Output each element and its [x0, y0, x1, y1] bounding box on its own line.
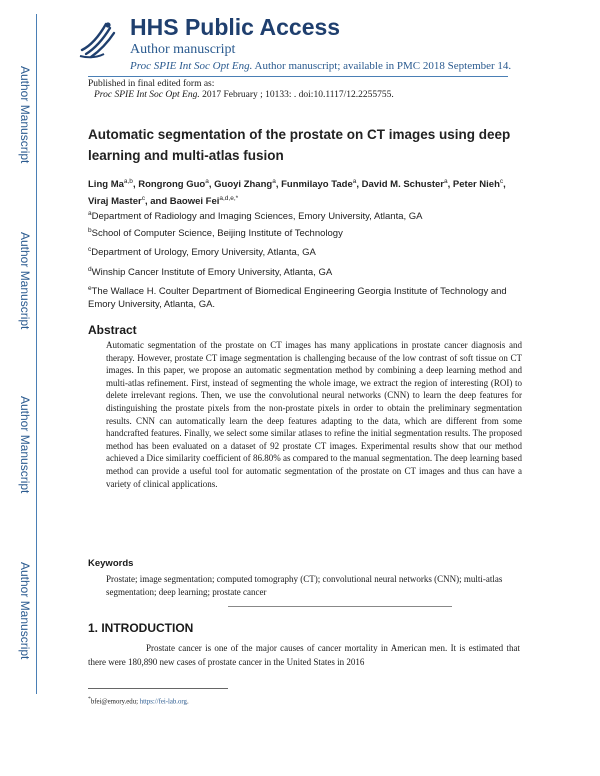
side-label-author-manuscript: Author Manuscript	[18, 66, 32, 164]
citation-line	[94, 90, 394, 100]
footnote	[88, 696, 189, 705]
affiliation-text: Winship Cancer Institute of Emory University, Atlanta, GA	[91, 267, 333, 279]
author-affiliation-sup: a	[205, 178, 209, 185]
section-divider	[228, 606, 452, 607]
affiliation-text: Department of Radiology and Imaging Sciences, Emory University, Atlanta, GA	[91, 211, 423, 223]
side-label-author-manuscript: Author Manuscript	[18, 232, 32, 330]
author-list	[88, 175, 528, 209]
affiliation-text: Department of Urology, Emory University, Atlanta, GA	[91, 247, 316, 259]
affiliation-item	[88, 224, 528, 240]
affiliation-text: The Wallace H. Coulter Department of Biomedical Engineering Georgia Institute of Technology and Emory University, Atlanta, GA.	[88, 286, 507, 311]
footnote-marker: *	[88, 696, 91, 702]
availability-text: Author manuscript; available in PMC 2018 September 14.	[252, 60, 512, 72]
author-manuscript-label: Author manuscript	[130, 42, 236, 57]
author-name: Rongrong Guo	[138, 179, 206, 191]
affiliation-sup: a	[88, 210, 92, 217]
affiliation-item	[88, 243, 528, 259]
keywords-text: Prostate; image segmentation; computed tomography (CT); convolutional neural networks (CNN); multi-atlas segmentation; deep learning; prostate cancer	[106, 574, 503, 597]
side-label-author-manuscript: Author Manuscript	[18, 562, 32, 660]
citation-details: 2017 February ; 10133: . doi:10.1117/12.2255755.	[199, 90, 394, 100]
author-separator: ,	[356, 179, 362, 191]
author-affiliation-sup: a,d,e,*	[219, 195, 239, 203]
footnote-email: bfei@emory.edu	[90, 698, 137, 706]
citation-journal: Proc SPIE Int Soc Opt Eng.	[94, 90, 200, 100]
author-affiliation-sup: c	[141, 195, 145, 203]
affiliation-item	[88, 263, 528, 279]
author-separator: ,	[208, 179, 215, 191]
abstract-text: Automatic segmentation of the prostate on CT images has many applications in prostate cancer diagnosis and therapy. However, prostate CT image segmentation is challenging because of the low contrast of soft tissue on CT images. In this paper, we propose an automatic segmentation method by combining a deep learning method and multi-atlas refinement. First, instead of segmenting the whole image, we extract the region of interesting (ROI) to delete irrelevant regions. Then, we use the convolutional neural networks (CNN) to learn the deep features for distinguishing the prostate pixels from the non-prostate pixels in order to obtain the preliminary segmentation results. CNN can automatically learn the deep features adapting to the data, which are different from some handcrafted features. Finally, we select some similar atlases to refine the initial segmentation results. The proposed method has been evaluated on a dataset of 92 prostate CT images. Experimental results show that our method achieved a Dice similarity coefficient of 86.80% as compared to the manual segmentation. The deep learning based method can provide a useful tool for automatic segmentation of the prostate on CT images and thus can have a variety of clinical applications.	[106, 340, 522, 489]
author-affiliation-sup: a	[352, 178, 357, 185]
author-affiliation-sup: a	[444, 178, 448, 185]
author-separator: ,	[275, 179, 282, 191]
author-separator: , and	[144, 196, 170, 208]
author-affiliation-sup: a	[272, 178, 276, 185]
author-affiliation-sup: c	[499, 178, 504, 185]
author-name: Peter Nieh	[452, 179, 500, 191]
header-rule	[88, 76, 508, 77]
introduction-text: Prostate cancer is one of the major causes of cancer mortality in American men. It is estimated that there were 180,890 new cases of prostate cancer in the United States in 2016	[88, 643, 520, 667]
affiliation-sup: e	[88, 285, 92, 292]
affiliation-sup: d	[88, 266, 92, 273]
footnote-url-link[interactable]: https://fei-lab.org	[139, 698, 187, 706]
published-label: Published in final edited form as:	[88, 79, 215, 89]
affiliation-sup: b	[88, 227, 92, 234]
hhs-public-access-title: HHS Public Access	[130, 14, 341, 40]
affiliation-sup: c	[88, 246, 92, 253]
author-name: Viraj Master	[88, 196, 142, 208]
paper-title: Automatic segmentation of the prostate on CT images using deep learning and multi-atlas fusion	[88, 127, 511, 163]
author-name: Baowei Fei	[169, 196, 220, 208]
author-name: Funmilayo Tade	[281, 179, 353, 191]
keywords-heading: Keywords	[88, 558, 134, 569]
affiliation-item	[88, 282, 528, 311]
author-name: Guoyi Zhang	[214, 179, 273, 191]
author-name: Ling Ma	[88, 179, 124, 191]
affiliation-item	[88, 207, 528, 223]
author-separator: ,	[503, 179, 506, 191]
pmc-availability-line	[130, 60, 511, 72]
side-label-author-manuscript: Author Manuscript	[18, 396, 32, 494]
author-affiliation-sup: a,b	[123, 178, 133, 185]
footnote-rule	[88, 688, 228, 689]
abstract-heading: Abstract	[88, 323, 137, 337]
author-separator: ,	[132, 179, 139, 191]
author-name: David M. Schuster	[361, 179, 444, 191]
author-separator: ,	[447, 179, 453, 191]
footnote-separator: ;	[136, 698, 140, 706]
hhs-eagle-logo-icon	[76, 16, 122, 62]
side-rule	[36, 14, 37, 694]
introduction-heading: 1. INTRODUCTION	[88, 621, 194, 635]
journal-name: Proc SPIE Int Soc Opt Eng.	[130, 60, 253, 72]
affiliation-text: School of Computer Science, Beijing Institute of Technology	[91, 228, 343, 240]
footnote-end: .	[186, 698, 189, 706]
